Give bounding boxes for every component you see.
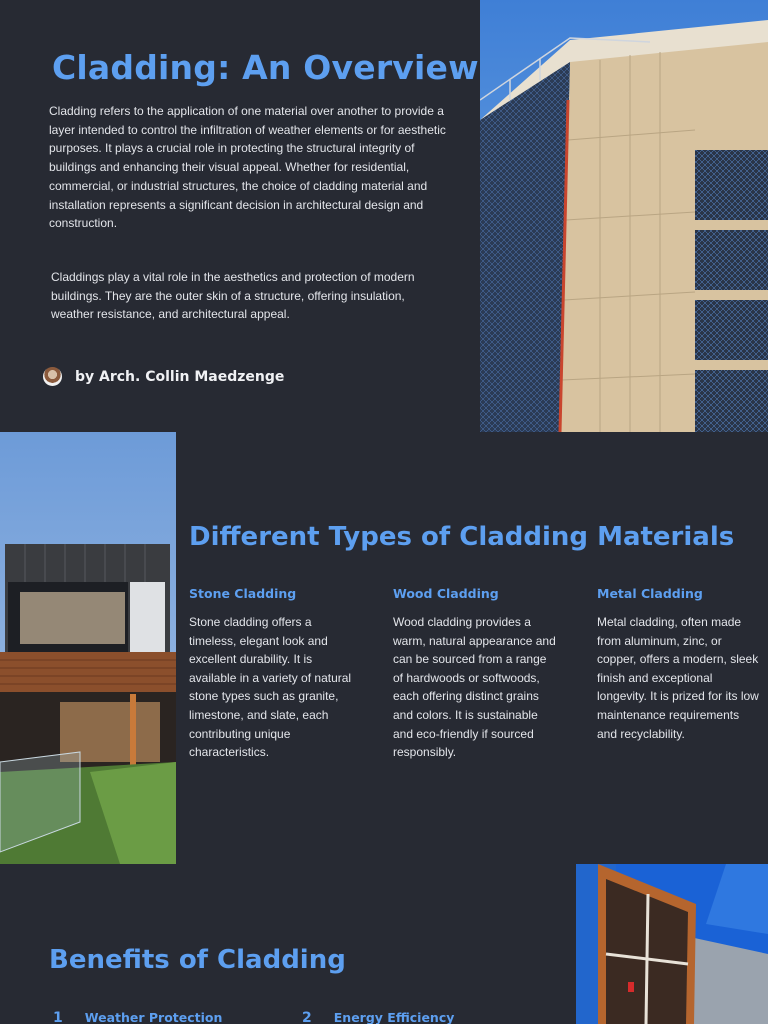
material-description: Wood cladding provides a warm, natural appearance and can be sourced from a range of hardwoods or softwoods, each offering distinct grains and colors. It is sustainable and eco-friendly if sourced responsibly. <box>393 615 556 760</box>
building-photo <box>480 0 768 432</box>
material-column-metal <box>597 586 762 743</box>
benefit-item-energy-efficiency <box>302 1010 454 1024</box>
overview-paragraph-2: Claddings play a vital role in the aesthetics and protection of modern buildings. They are the outer skin of a structure, offering insulation, weather resistance, and architectural appeal. <box>51 270 415 322</box>
material-heading: Metal Cladding <box>597 586 703 601</box>
benefit-label: Weather Protection <box>84 1010 223 1024</box>
house-photo <box>0 432 176 864</box>
material-heading: Stone Cladding <box>189 586 297 601</box>
author-byline <box>43 367 284 386</box>
benefit-number: 1 <box>53 1010 63 1024</box>
overview-title: Cladding: An Overview <box>52 48 479 87</box>
materials-title: Different Types of Cladding Materials <box>189 522 735 552</box>
author-avatar <box>43 367 62 386</box>
benefit-number: 2 <box>302 1010 312 1024</box>
material-column-stone <box>189 586 354 762</box>
overview-paragraph-1: Cladding refers to the application of one material over another to provide a layer intended to control the infiltration of weather elements or for aesthetic purposes. It plays a crucial role in protecting the structural integrity of buildings and enhancing their visual appeal. Whether for residential, commercial, or industrial structures, the choice of cladding material and installation represents a significant decision in architectural design and construction. <box>49 104 446 231</box>
benefit-item-weather-protection <box>53 1010 222 1024</box>
window-photo <box>576 864 768 1024</box>
material-heading: Wood Cladding <box>393 586 499 601</box>
benefits-title: Benefits of Cladding <box>49 945 346 975</box>
material-description: Metal cladding, often made from aluminum, zinc, or copper, offers a modern, sleek finish and exceptional longevity. It is prized for its low maintenance requirements and recyclability. <box>597 615 759 741</box>
author-name: by Arch. Collin Maedzenge <box>75 368 285 385</box>
benefit-label: Energy Efficiency <box>333 1010 455 1024</box>
material-column-wood <box>393 586 558 762</box>
material-description: Stone cladding offers a timeless, elegant look and excellent durability. It is available in a variety of natural stone types such as granite, limestone, and slate, each contributing unique characteristics. <box>189 615 352 760</box>
